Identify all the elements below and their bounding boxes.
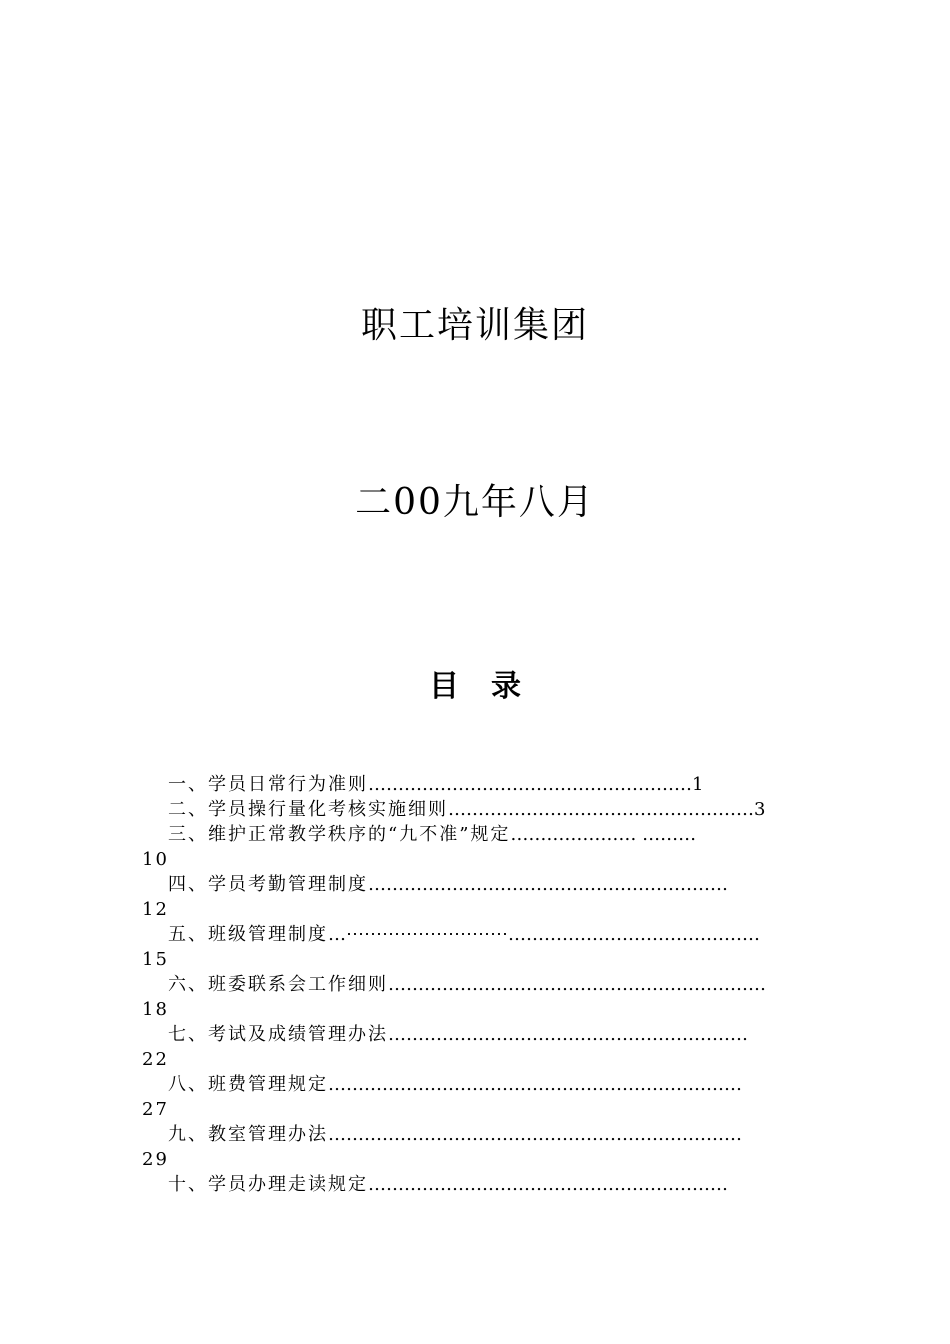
toc-entry[interactable]	[142, 872, 810, 922]
toc-entry-page: 15	[142, 949, 169, 970]
toc-entry[interactable]	[142, 772, 810, 797]
toc-entry-line	[142, 1172, 810, 1197]
toc-entry-page: 3	[754, 799, 768, 820]
toc-entry-leader: ……………………………………………	[448, 799, 754, 820]
toc-entry[interactable]	[142, 1172, 810, 1197]
organization-title: 职工培训集团	[360, 305, 589, 346]
document-date: 二00九年八月	[355, 482, 595, 523]
toc-entry-line	[142, 822, 810, 847]
toc-entry-number: 六、	[168, 974, 208, 995]
toc-entry-line	[142, 1022, 810, 1047]
toc-entry-leader: ………………… ………	[510, 824, 697, 845]
toc-heading-char-2: 录	[491, 669, 521, 704]
toc-heading-char-1: 目	[429, 669, 459, 704]
toc-entry-line	[142, 872, 810, 897]
toc-entry-number: 八、	[168, 1074, 208, 1095]
toc-entry-page: 1	[692, 774, 706, 795]
toc-entry-page: 18	[142, 999, 169, 1020]
toc-entry-number: 三、	[168, 824, 208, 845]
toc-entry-number: 五、	[168, 924, 208, 945]
toc-entry-line	[142, 797, 810, 822]
toc-entry-title: 学员办理走读规定	[208, 1174, 368, 1195]
toc-entry-number: 一、	[168, 774, 208, 795]
toc-entry-page: 10	[142, 849, 169, 870]
toc-entry[interactable]	[142, 972, 810, 1022]
toc-entry-number: 七、	[168, 1024, 208, 1045]
toc-entry-page: 22	[142, 1049, 169, 1070]
toc-entry-leader: ……………………………………………………	[368, 874, 728, 895]
toc-entry-line	[142, 972, 810, 997]
toc-entry-leader: ……………………………………………………	[368, 1174, 728, 1195]
toc-entry-title: 班费管理规定	[208, 1074, 328, 1095]
toc-entry-title: 学员日常行为准则	[208, 774, 368, 795]
toc-entry-title: 维护正常教学秩序的“九不准”规定	[208, 824, 511, 845]
toc-entry[interactable]	[142, 1072, 810, 1122]
toc-entry-line	[142, 1122, 810, 1147]
toc-entry-page: 12	[142, 899, 169, 920]
toc-entry-line	[142, 1072, 810, 1097]
toc-entry-leader: ……………………………………………………………	[328, 1074, 742, 1095]
toc-entry-line	[142, 772, 810, 797]
toc-entry-title: 班级管理制度	[208, 924, 328, 945]
toc-entry[interactable]	[142, 797, 810, 822]
toc-entry-number: 九、	[168, 1124, 208, 1145]
toc-entry-title: 学员考勤管理制度	[208, 874, 368, 895]
toc-entry-number: 二、	[168, 799, 208, 820]
toc-entry-number: 四、	[168, 874, 208, 895]
toc-entry-leader: …⋯⋯⋯⋯⋯⋯⋯⋯⋯……………………………………	[328, 924, 760, 945]
toc-entry-number: 十、	[168, 1174, 208, 1195]
toc-entry-title: 学员操行量化考核实施细则	[208, 799, 448, 820]
toc-entry-title: 教室管理办法	[208, 1124, 328, 1145]
toc-entry-line	[142, 922, 810, 947]
toc-entry-leader: ………………………………………………	[368, 774, 692, 795]
toc-entry[interactable]	[142, 1022, 810, 1072]
toc-entry-leader: ……………………………………………………	[388, 1024, 748, 1045]
toc-entry[interactable]	[142, 922, 810, 972]
toc-entry-page: 27	[142, 1099, 169, 1120]
table-of-contents	[142, 772, 810, 1197]
toc-entry[interactable]	[142, 1122, 810, 1172]
toc-entry[interactable]	[142, 822, 810, 872]
toc-entry-title: 班委联系会工作细则	[208, 974, 388, 995]
toc-entry-title: 考试及成绩管理办法	[208, 1024, 388, 1045]
toc-entry-page: 29	[142, 1149, 169, 1170]
toc-entry-leader: ……………………………………………………………	[328, 1124, 742, 1145]
toc-heading	[0, 664, 950, 710]
toc-entry-leader: ………………………………………………………	[388, 974, 766, 995]
